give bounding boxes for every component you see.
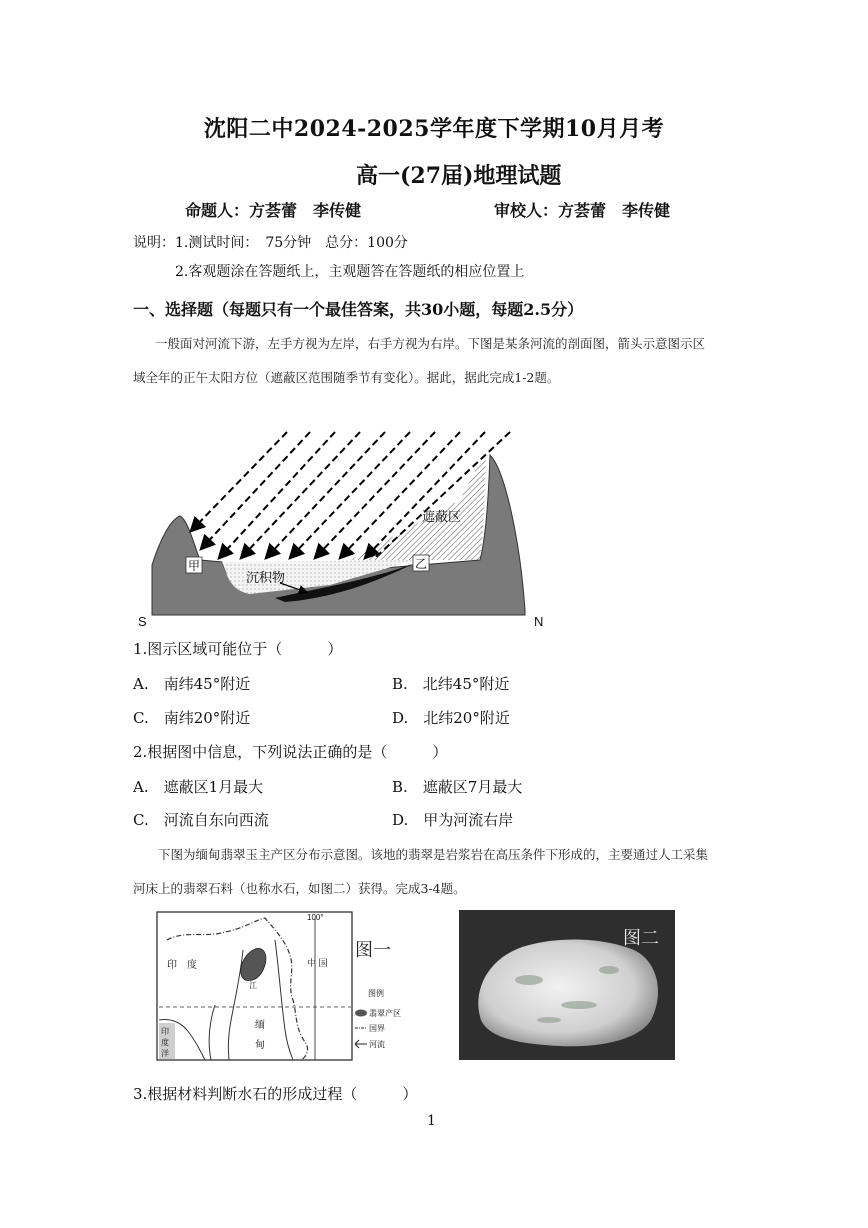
sun-arrow-1: [192, 432, 287, 530]
jade-stone-photo: [459, 910, 675, 1060]
question-2-option-b[interactable]: B. 遮蔽区7月最大: [392, 778, 523, 796]
question-1-option-c[interactable]: C. 南纬20°附近: [133, 709, 251, 727]
ocean-label-1: 印: [161, 1027, 169, 1036]
question-1-option-b[interactable]: B. 北纬45°附近: [392, 675, 510, 693]
south-label: S: [138, 614, 147, 629]
figure-1-label: 图一: [355, 940, 391, 960]
shade-zone-label: 遮蔽区: [422, 509, 462, 524]
legend-border-label: 国界: [369, 1024, 385, 1033]
jade-stone: [478, 940, 658, 1047]
stone-mark-1: [515, 975, 543, 985]
section-heading: 一、选择题（每题只有一个最佳答案，共30小题，每题2.5分）: [133, 300, 584, 319]
question-1-option-a[interactable]: A. 南纬45°附近: [133, 675, 251, 693]
ocean-label-2: 度: [161, 1038, 169, 1047]
passage-2-line-2: 河床上的翡翠石料（也称水石，如图二）获得。完成3-4题。: [133, 881, 466, 896]
point-a-label: 甲: [188, 559, 201, 573]
passage-2-line-1: 下图为缅甸翡翠玉主产区分布示意图。该地的翡翠是岩浆岩在高压条件下形成的，主要通过人工采集: [158, 847, 709, 862]
sediment-label: 沉积物: [246, 570, 286, 585]
myanmar-label-1: 缅: [255, 1020, 265, 1031]
legend-title: 图例: [368, 989, 384, 998]
exam-subtitle: 高一(27届)地理试题: [356, 163, 562, 189]
question-2-option-a[interactable]: A. 遮蔽区1月最大: [133, 778, 264, 796]
stone-mark-3: [599, 966, 619, 974]
legend-jade-icon: [355, 1010, 367, 1017]
stone-mark-2: [561, 1001, 597, 1009]
river-label: 江: [249, 981, 257, 990]
legend-river-label: 河流: [369, 1040, 385, 1049]
sun-arrow-3: [220, 432, 335, 557]
myanmar-jade-map: [155, 910, 410, 1062]
passage-1-line-2: 域全年的正午太阳方位（遮蔽区范围随季节有变化）。据此，据此完成1-2题。: [133, 370, 560, 385]
north-label: N: [534, 614, 544, 629]
question-2-stem: 2.根据图中信息，下列说法正确的是（ ）: [133, 743, 448, 761]
reviewer: 审校人：方荟蕾 李传健: [494, 201, 671, 220]
myanmar-label-2: 甸: [255, 1040, 265, 1051]
question-setter: 命题人：方荟蕾 李传健: [185, 201, 362, 220]
river-cross-section-figure: [130, 420, 550, 632]
question-1-stem: 1.图示区域可能位于（ ）: [133, 640, 343, 658]
point-b-label: 乙: [415, 557, 428, 571]
exam-title: 沈阳二中2024-2025学年度下学期10月月考: [203, 116, 665, 142]
question-2-option-d[interactable]: D. 甲为河流右岸: [392, 811, 514, 829]
instruction-line-2: 2.客观题涂在答题纸上，主观题答在答题纸的相应位置上: [175, 264, 525, 280]
shade-zone: [350, 450, 486, 560]
question-2-option-c[interactable]: C. 河流自东向西流: [133, 811, 269, 829]
sun-arrow-2: [202, 432, 310, 548]
passage-1-line-1: 一般面对河流下游，左手方视为左岸，右手方视为右岸。下图是某条河流的剖面图，箭头示意图示区: [155, 336, 706, 351]
stone-mark-4: [537, 1017, 561, 1023]
china-label: 中 国: [307, 958, 328, 968]
sun-arrow-5: [267, 432, 385, 557]
legend-jade-label: 翡翠产区: [369, 1009, 401, 1018]
instruction-line-1: 说明：1.测试时间： 75分钟 总分：100分: [133, 235, 408, 251]
question-1-option-d[interactable]: D. 北纬20°附近: [392, 709, 510, 727]
legend-river-icon: [355, 1040, 367, 1048]
question-3-stem: 3.根据材料判断水石的形成过程（ ）: [133, 1085, 418, 1103]
sun-arrow-4: [242, 432, 360, 557]
meridian-label: 100°: [307, 913, 324, 922]
page-number: 1: [427, 1113, 436, 1129]
india-label: 印 度: [167, 960, 197, 971]
figure-2-label: 图二: [623, 928, 659, 948]
ocean-label-3: 洋: [161, 1049, 169, 1058]
